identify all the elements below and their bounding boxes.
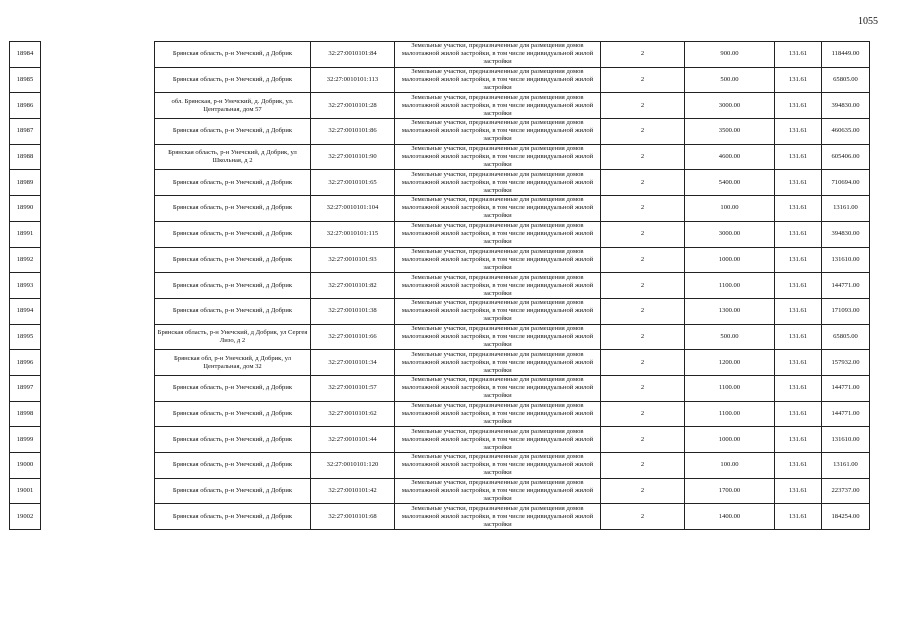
area-cell: 500.00 (685, 67, 775, 93)
rate-cell: 131.61 (775, 196, 822, 222)
spacer-cell (41, 221, 155, 247)
group-cell: 2 (601, 119, 685, 145)
address-cell: Брянская область, р-н Унечский, д Добрик (155, 67, 311, 93)
area-cell: 3000.00 (685, 93, 775, 119)
area-cell: 900.00 (685, 42, 775, 68)
spacer-cell (41, 119, 155, 145)
rate-cell: 131.61 (775, 119, 822, 145)
group-cell: 2 (601, 247, 685, 273)
cadastral-number-cell: 32:27:0010101:68 (311, 504, 395, 530)
row-number-cell: 18986 (10, 93, 41, 119)
cadastral-value-table (9, 41, 870, 530)
land-use-purpose-cell: Земельные участки, предназначенные для размещения домов малоэтажной жилой застройки, в том числе индивидуальной жилой застройки (395, 144, 601, 170)
table-row (10, 221, 870, 247)
cadastral-value-cell: 144771.00 (822, 375, 870, 401)
cadastral-number-cell: 32:27:0010101:86 (311, 119, 395, 145)
cadastral-value-cell: 144771.00 (822, 401, 870, 427)
rate-cell: 131.61 (775, 42, 822, 68)
table-row (10, 247, 870, 273)
address-cell: Брянская обл, р-н Унечский, д Добрик, ул Центральная, дом 32 (155, 350, 311, 376)
spacer-cell (41, 375, 155, 401)
row-number-cell: 18997 (10, 375, 41, 401)
area-cell: 3000.00 (685, 221, 775, 247)
row-number-cell: 18985 (10, 67, 41, 93)
area-cell: 1100.00 (685, 375, 775, 401)
address-cell: Брянская область, р-н Унечский, д Добрик, ул Сергея Лизо, д 2 (155, 324, 311, 350)
table-row (10, 144, 870, 170)
land-use-purpose-cell: Земельные участки, предназначенные для размещения домов малоэтажной жилой застройки, в том числе индивидуальной жилой застройки (395, 170, 601, 196)
group-cell: 2 (601, 42, 685, 68)
rate-cell: 131.61 (775, 221, 822, 247)
spacer-cell (41, 350, 155, 376)
rate-cell: 131.61 (775, 273, 822, 299)
cadastral-number-cell: 32:27:0010101:104 (311, 196, 395, 222)
table-row (10, 119, 870, 145)
spacer-cell (41, 93, 155, 119)
land-use-purpose-cell: Земельные участки, предназначенные для размещения домов малоэтажной жилой застройки, в том числе индивидуальной жилой застройки (395, 42, 601, 68)
table-row (10, 273, 870, 299)
group-cell: 2 (601, 478, 685, 504)
cadastral-number-cell: 32:27:0010101:62 (311, 401, 395, 427)
area-cell: 100.00 (685, 196, 775, 222)
cadastral-value-cell: 394830.00 (822, 93, 870, 119)
spacer-cell (41, 478, 155, 504)
rate-cell: 131.61 (775, 453, 822, 479)
rate-cell: 131.61 (775, 324, 822, 350)
cadastral-value-cell: 605406.00 (822, 144, 870, 170)
land-use-purpose-cell: Земельные участки, предназначенные для размещения домов малоэтажной жилой застройки, в том числе индивидуальной жилой застройки (395, 67, 601, 93)
row-number-cell: 18999 (10, 427, 41, 453)
rate-cell: 131.61 (775, 67, 822, 93)
table-row (10, 196, 870, 222)
row-number-cell: 18994 (10, 298, 41, 324)
table-row (10, 453, 870, 479)
spacer-cell (41, 427, 155, 453)
cadastral-value-cell: 184254.00 (822, 504, 870, 530)
rate-cell: 131.61 (775, 144, 822, 170)
area-cell: 500.00 (685, 324, 775, 350)
area-cell: 1300.00 (685, 298, 775, 324)
address-cell: Брянская область, р-н Унечский, д Добрик (155, 427, 311, 453)
rate-cell: 131.61 (775, 350, 822, 376)
land-use-purpose-cell: Земельные участки, предназначенные для размещения домов малоэтажной жилой застройки, в том числе индивидуальной жилой застройки (395, 247, 601, 273)
cadastral-value-cell: 157932.00 (822, 350, 870, 376)
table-row (10, 478, 870, 504)
land-use-purpose-cell: Земельные участки, предназначенные для размещения домов малоэтажной жилой застройки, в том числе индивидуальной жилой застройки (395, 401, 601, 427)
cadastral-number-cell: 32:27:0010101:90 (311, 144, 395, 170)
address-cell: Брянская область, р-н Унечский, д Добрик (155, 504, 311, 530)
spacer-cell (41, 42, 155, 68)
cadastral-value-cell: 65805.00 (822, 324, 870, 350)
cadastral-value-cell: 131610.00 (822, 427, 870, 453)
address-cell: Брянская область, р-н Унечский, д Добрик (155, 401, 311, 427)
cadastral-number-cell: 32:27:0010101:34 (311, 350, 395, 376)
spacer-cell (41, 324, 155, 350)
address-cell: Брянская область, р-н Унечский, д Добрик (155, 375, 311, 401)
row-number-cell: 19002 (10, 504, 41, 530)
group-cell: 2 (601, 93, 685, 119)
table-row (10, 67, 870, 93)
group-cell: 2 (601, 196, 685, 222)
group-cell: 2 (601, 350, 685, 376)
spacer-cell (41, 401, 155, 427)
address-cell: Брянская область, р-н Унечский, д Добрик, ул Школьная, д 2 (155, 144, 311, 170)
land-use-purpose-cell: Земельные участки, предназначенные для размещения домов малоэтажной жилой застройки, в том числе индивидуальной жилой застройки (395, 504, 601, 530)
cadastral-number-cell: 32:27:0010101:84 (311, 42, 395, 68)
row-number-cell: 18993 (10, 273, 41, 299)
address-cell: Брянская область, р-н Унечский, д Добрик (155, 170, 311, 196)
area-cell: 1700.00 (685, 478, 775, 504)
cadastral-value-cell: 223737.00 (822, 478, 870, 504)
spacer-cell (41, 144, 155, 170)
land-use-purpose-cell: Земельные участки, предназначенные для размещения домов малоэтажной жилой застройки, в том числе индивидуальной жилой застройки (395, 298, 601, 324)
group-cell: 2 (601, 504, 685, 530)
cadastral-number-cell: 32:27:0010101:115 (311, 221, 395, 247)
table-body (10, 42, 870, 530)
land-use-purpose-cell: Земельные участки, предназначенные для размещения домов малоэтажной жилой застройки, в том числе индивидуальной жилой застройки (395, 93, 601, 119)
cadastral-number-cell: 32:27:0010101:113 (311, 67, 395, 93)
row-number-cell: 18998 (10, 401, 41, 427)
spacer-cell (41, 298, 155, 324)
group-cell: 2 (601, 170, 685, 196)
group-cell: 2 (601, 324, 685, 350)
cadastral-number-cell: 32:27:0010101:57 (311, 375, 395, 401)
area-cell: 1000.00 (685, 247, 775, 273)
cadastral-value-cell: 13161.00 (822, 453, 870, 479)
row-number-cell: 19000 (10, 453, 41, 479)
spacer-cell (41, 504, 155, 530)
row-number-cell: 18987 (10, 119, 41, 145)
area-cell: 5400.00 (685, 170, 775, 196)
group-cell: 2 (601, 144, 685, 170)
cadastral-value-cell: 394830.00 (822, 221, 870, 247)
table-row (10, 375, 870, 401)
cadastral-number-cell: 32:27:0010101:65 (311, 170, 395, 196)
rate-cell: 131.61 (775, 93, 822, 119)
table-row (10, 42, 870, 68)
rate-cell: 131.61 (775, 298, 822, 324)
row-number-cell: 18996 (10, 350, 41, 376)
area-cell: 4600.00 (685, 144, 775, 170)
cadastral-number-cell: 32:27:0010101:82 (311, 273, 395, 299)
spacer-cell (41, 67, 155, 93)
row-number-cell: 18995 (10, 324, 41, 350)
cadastral-number-cell: 32:27:0010101:44 (311, 427, 395, 453)
area-cell: 3500.00 (685, 119, 775, 145)
rate-cell: 131.61 (775, 375, 822, 401)
spacer-cell (41, 170, 155, 196)
spacer-cell (41, 453, 155, 479)
table-row (10, 350, 870, 376)
cadastral-number-cell: 32:27:0010101:120 (311, 453, 395, 479)
land-use-purpose-cell: Земельные участки, предназначенные для размещения домов малоэтажной жилой застройки, в том числе индивидуальной жилой застройки (395, 196, 601, 222)
spacer-cell (41, 273, 155, 299)
area-cell: 100.00 (685, 453, 775, 479)
rate-cell: 131.61 (775, 170, 822, 196)
area-cell: 1400.00 (685, 504, 775, 530)
area-cell: 1100.00 (685, 401, 775, 427)
row-number-cell: 18988 (10, 144, 41, 170)
table-row (10, 93, 870, 119)
table-row (10, 504, 870, 530)
row-number-cell: 18984 (10, 42, 41, 68)
group-cell: 2 (601, 401, 685, 427)
spacer-cell (41, 196, 155, 222)
address-cell: Брянская область, р-н Унечский, д Добрик (155, 298, 311, 324)
rate-cell: 131.61 (775, 427, 822, 453)
address-cell: Брянская область, р-н Унечский, д Добрик (155, 478, 311, 504)
cadastral-number-cell: 32:27:0010101:93 (311, 247, 395, 273)
cadastral-value-cell: 460635.00 (822, 119, 870, 145)
group-cell: 2 (601, 273, 685, 299)
address-cell: Брянская область, р-н Унечский, д Добрик (155, 42, 311, 68)
group-cell: 2 (601, 453, 685, 479)
row-number-cell: 18990 (10, 196, 41, 222)
cadastral-value-cell: 13161.00 (822, 196, 870, 222)
group-cell: 2 (601, 298, 685, 324)
cadastral-value-cell: 171093.00 (822, 298, 870, 324)
land-use-purpose-cell: Земельные участки, предназначенные для размещения домов малоэтажной жилой застройки, в том числе индивидуальной жилой застройки (395, 427, 601, 453)
address-cell: обл. Брянская, р-н Унечский, д. Добрик, ул. Центральная, дом 57 (155, 93, 311, 119)
address-cell: Брянская область, р-н Унечский, д Добрик (155, 273, 311, 299)
group-cell: 2 (601, 67, 685, 93)
land-use-purpose-cell: Земельные участки, предназначенные для размещения домов малоэтажной жилой застройки, в том числе индивидуальной жилой застройки (395, 375, 601, 401)
land-use-purpose-cell: Земельные участки, предназначенные для размещения домов малоэтажной жилой застройки, в том числе индивидуальной жилой застройки (395, 273, 601, 299)
cadastral-number-cell: 32:27:0010101:38 (311, 298, 395, 324)
group-cell: 2 (601, 375, 685, 401)
cadastral-number-cell: 32:27:0010101:42 (311, 478, 395, 504)
cadastral-value-cell: 710694.00 (822, 170, 870, 196)
cadastral-number-cell: 32:27:0010101:66 (311, 324, 395, 350)
land-use-purpose-cell: Земельные участки, предназначенные для размещения домов малоэтажной жилой застройки, в том числе индивидуальной жилой застройки (395, 119, 601, 145)
row-number-cell: 18989 (10, 170, 41, 196)
cadastral-value-cell: 65805.00 (822, 67, 870, 93)
row-number-cell: 18992 (10, 247, 41, 273)
cadastral-value-cell: 131610.00 (822, 247, 870, 273)
group-cell: 2 (601, 221, 685, 247)
land-use-purpose-cell: Земельные участки, предназначенные для размещения домов малоэтажной жилой застройки, в том числе индивидуальной жилой застройки (395, 350, 601, 376)
table-row (10, 324, 870, 350)
land-use-purpose-cell: Земельные участки, предназначенные для размещения домов малоэтажной жилой застройки, в том числе индивидуальной жилой застройки (395, 453, 601, 479)
rate-cell: 131.61 (775, 478, 822, 504)
table-row (10, 170, 870, 196)
cadastral-value-cell: 118449.00 (822, 42, 870, 68)
rate-cell: 131.61 (775, 247, 822, 273)
land-use-purpose-cell: Земельные участки, предназначенные для размещения домов малоэтажной жилой застройки, в том числе индивидуальной жилой застройки (395, 478, 601, 504)
land-use-purpose-cell: Земельные участки, предназначенные для размещения домов малоэтажной жилой застройки, в том числе индивидуальной жилой застройки (395, 324, 601, 350)
rate-cell: 131.61 (775, 401, 822, 427)
area-cell: 1000.00 (685, 427, 775, 453)
page-number: 1055 (858, 16, 878, 27)
address-cell: Брянская область, р-н Унечский, д Добрик (155, 247, 311, 273)
land-use-purpose-cell: Земельные участки, предназначенные для размещения домов малоэтажной жилой застройки, в том числе индивидуальной жилой застройки (395, 221, 601, 247)
spacer-cell (41, 247, 155, 273)
address-cell: Брянская область, р-н Унечский, д Добрик (155, 119, 311, 145)
table-row (10, 298, 870, 324)
address-cell: Брянская область, р-н Унечский, д Добрик (155, 453, 311, 479)
address-cell: Брянская область, р-н Унечский, д Добрик (155, 196, 311, 222)
area-cell: 1100.00 (685, 273, 775, 299)
group-cell: 2 (601, 427, 685, 453)
address-cell: Брянская область, р-н Унечский, д Добрик (155, 221, 311, 247)
table-row (10, 401, 870, 427)
cadastral-value-cell: 144771.00 (822, 273, 870, 299)
area-cell: 1200.00 (685, 350, 775, 376)
row-number-cell: 18991 (10, 221, 41, 247)
rate-cell: 131.61 (775, 504, 822, 530)
row-number-cell: 19001 (10, 478, 41, 504)
cadastral-number-cell: 32:27:0010101:28 (311, 93, 395, 119)
table-row (10, 427, 870, 453)
